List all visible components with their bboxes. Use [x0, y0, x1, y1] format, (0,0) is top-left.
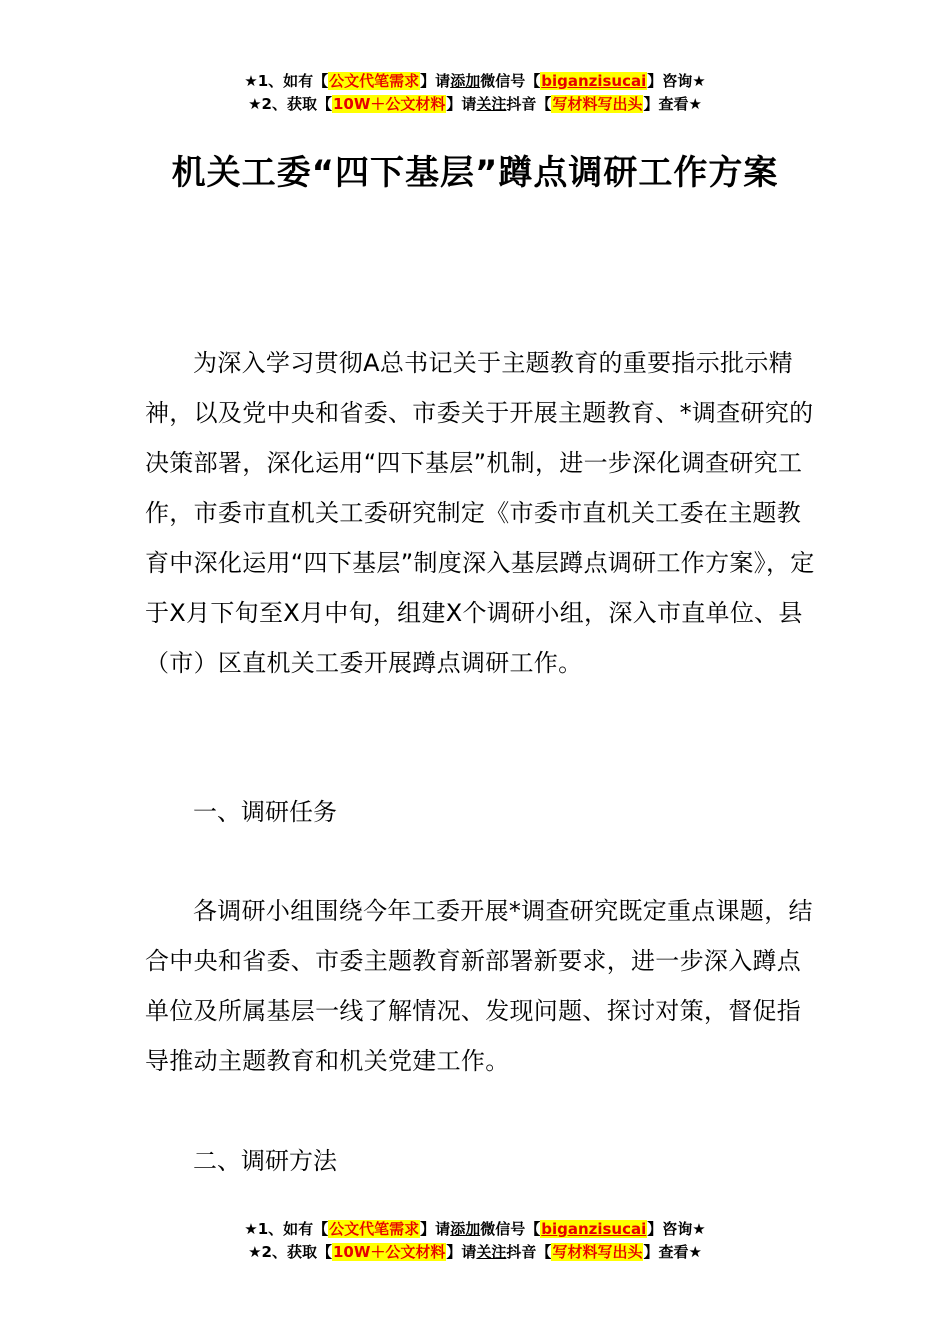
banner-prefix: ★1、如有【 [244, 1220, 329, 1238]
section-heading-tasks: 一、调研任务 [193, 798, 337, 826]
banner-prefix: ★1、如有【 [244, 72, 329, 90]
banner-line-1 [0, 1218, 950, 1241]
banner-text: 微信号【 [480, 72, 541, 90]
banner-text: 】请 [446, 95, 477, 113]
follow-underlined: 关注 [476, 95, 507, 113]
banner-text: 抖音【 [506, 1243, 552, 1261]
banner-text: 】请 [420, 72, 451, 90]
banner-suffix: 】查看★ [643, 1243, 702, 1261]
banner-line-2 [0, 1241, 950, 1264]
section-heading-methods: 二、调研方法 [193, 1147, 337, 1175]
materials-highlight: 10W＋公文材料 [332, 95, 446, 113]
add-underlined: 添加 [450, 72, 481, 90]
banner-prefix: ★2、获取【 [248, 95, 332, 113]
document-title: 机关工委“四下基层”蹲点调研工作方案 [171, 153, 779, 193]
banner-suffix: 】咨询★ [647, 1220, 706, 1238]
banner-suffix: 】咨询★ [647, 72, 706, 90]
add-underlined: 添加 [450, 1220, 481, 1238]
banner-text: 】请 [446, 1243, 477, 1261]
banner-line-1 [0, 70, 950, 93]
wechat-id-link[interactable]: biganzisucai [541, 1220, 647, 1238]
tasks-paragraph: 各调研小组围绕今年工委开展*调查研究既定重点课题，结合中央和省委、市委主题教育新部署新要求，进一步深入蹲点单位及所属基层一线了解情况、发现问题、探讨对策，督促指导推动主题教育和机关党建工作。 [145, 897, 813, 1075]
douyin-account-highlight: 写材料写出头 [552, 1243, 643, 1261]
service-highlight: 公文代笔需求 [329, 72, 420, 90]
banner-text: 抖音【 [506, 95, 552, 113]
wechat-id-link[interactable]: biganzisucai [541, 72, 647, 90]
materials-highlight: 10W＋公文材料 [332, 1243, 446, 1261]
banner-text: 微信号【 [480, 1220, 541, 1238]
follow-underlined: 关注 [476, 1243, 507, 1261]
intro-paragraph: 为深入学习贯彻A总书记关于主题教育的重要指示批示精神，以及党中央和省委、市委关于开展主题教育、*调查研究的决策部署，深化运用“四下基层”机制，进一步深化调查研究工作，市委市直机关工委研究制定《市委市直机关工委在主题教育中深化运用“四下基层”制度深入基层蹲点调研工作方案》，定于X月下旬至X月中旬，组建X个调研小组，深入市直单位、县（市）区直机关工委开展蹲点调研工作。 [145, 349, 815, 677]
douyin-account-highlight: 写材料写出头 [552, 95, 643, 113]
banner-suffix: 】查看★ [643, 95, 702, 113]
banner-line-2 [0, 93, 950, 116]
banner-text: 】请 [420, 1220, 451, 1238]
top-banner [0, 70, 950, 116]
service-highlight: 公文代笔需求 [329, 1220, 420, 1238]
banner-prefix: ★2、获取【 [248, 1243, 332, 1261]
bottom-banner [0, 1218, 950, 1264]
